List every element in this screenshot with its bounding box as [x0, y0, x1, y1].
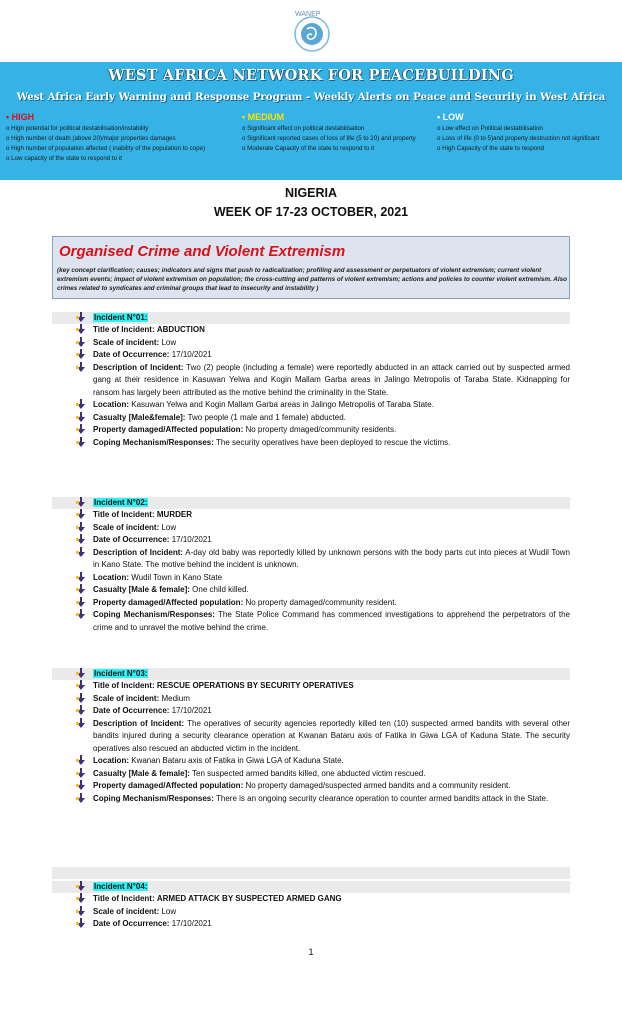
incident-property: No property dmaged/community residents.: [245, 425, 397, 434]
arrow-bullet-icon: [76, 312, 86, 323]
field-label: Title of Incident:: [93, 325, 155, 334]
header-banner: [0, 62, 622, 180]
arrow-bullet-icon: [76, 906, 86, 917]
field-label: Description of Incident:: [93, 362, 184, 372]
page-number: 1: [308, 947, 314, 957]
arrow-bullet-icon: [76, 793, 86, 804]
banner-title: WEST AFRICA NETWORK FOR PEACEBUILDING: [108, 67, 514, 84]
field-label: Scale of incident:: [93, 693, 160, 703]
field-label: Date of Occurrence:: [93, 919, 170, 928]
field-label: Property damaged/Affected population:: [93, 597, 244, 607]
level-high-item: o High potential for political destabilisation/instability: [6, 125, 149, 132]
level-low-item: o Low effect on Political destabilisation: [437, 125, 543, 132]
incident-location: Wudil Town in Kano State: [131, 572, 223, 582]
incident-scale: Low: [161, 522, 177, 532]
arrow-bullet-icon: [76, 584, 86, 595]
level-low-item: o Loss of life (0 to 5)and property destruction not significant: [437, 135, 600, 142]
arrow-bullet-icon: [76, 718, 86, 729]
incident-coping: The security operatives have been deployed to rescue the victims.: [216, 437, 451, 447]
field-label: Location:: [93, 400, 129, 409]
field-label: Scale of incident:: [93, 337, 160, 347]
level-high-label: • HIGH: [6, 112, 35, 122]
level-medium-label: • MEDIUM: [242, 112, 285, 122]
incident-scale: Medium: [161, 693, 190, 703]
level-high-item: o High number of death (above 20)/major properties damages: [6, 135, 176, 142]
arrow-bullet-icon: [76, 349, 86, 360]
incident-2: [52, 497, 570, 634]
arrow-bullet-icon: [76, 509, 86, 520]
incident-coping: The State Police Command has commenced investigations to apprehend the perpetrators of the crime and to unravel the motive behind the crime.: [93, 610, 571, 632]
field-label: Description of Incident:: [93, 547, 184, 557]
incident-date: 17/10/2021: [171, 350, 212, 359]
incident-1: [52, 312, 570, 449]
field-label: Description of Incident:: [93, 718, 185, 728]
field-label: Date of Occurrence:: [93, 706, 170, 715]
section-header: [52, 236, 570, 299]
incident-description: The operatives of security agencies reportedly killed ten (10) suspected armed bandits with several other bandits injured during a security clearance operation at Kwanan Bataru axis of Fatika in Giwa LGA of Kaduna State. The security operatives also rescued an abducted victim in the incident.: [93, 718, 571, 753]
incident-number: Incident N°02:: [94, 498, 148, 507]
level-medium-item: o Moderate Capacity of the state to respond to it: [242, 145, 375, 152]
incident-scale: Low: [161, 906, 177, 916]
arrow-bullet-icon: [76, 337, 86, 348]
field-label: Property damaged/Affected population:: [93, 781, 244, 790]
incident-4: [52, 881, 570, 931]
incident-property: No property damaged/suspected armed bandits and a community resident.: [245, 781, 511, 790]
field-label: Casualty [Male & female]:: [93, 585, 190, 594]
level-low-label: • LOW: [437, 112, 464, 122]
field-label: Location:: [93, 572, 129, 582]
incident-casualty: Ten suspected armed bandits killed, one abducted victim rescued.: [192, 768, 426, 778]
field-label: Casualty [Male&female]:: [93, 412, 186, 422]
field-label: Casualty [Male & female]:: [93, 768, 190, 778]
incident-date: 17/10/2021: [171, 706, 212, 715]
arrow-bullet-icon: [76, 680, 86, 691]
field-label: Scale of incident:: [93, 906, 160, 916]
level-medium-item: o Significant effect on political destabilisation: [242, 125, 365, 132]
section-title: Organised Crime and Violent Extremism: [59, 243, 346, 260]
arrow-bullet-icon: [76, 668, 86, 679]
arrow-bullet-icon: [76, 572, 86, 583]
field-label: Title of Incident:: [93, 510, 155, 519]
incident-title: ABDUCTION: [156, 325, 205, 334]
incident-description: A-day old baby was reportedly killed by unknown persons with the body parts cut into pieces at Wudil Town in Kano State. The motive behind the incident is unknown.: [93, 547, 570, 569]
arrow-bullet-icon: [76, 424, 86, 435]
arrow-bullet-icon: [76, 399, 86, 410]
incident-casualty: Two people (1 male and 1 female) abducted.: [187, 412, 346, 422]
incident-title: RESCUE OPERATIONS BY SECURITY OPERATIVES: [156, 681, 354, 690]
incident-3: [52, 668, 570, 805]
field-label: Coping Mechanism/Responses:: [93, 437, 214, 447]
incident-date: 17/10/2021: [171, 535, 212, 544]
incident-number: Incident N°04:: [94, 882, 148, 891]
field-label: Property damaged/Affected population:: [93, 425, 244, 434]
section-note: (key concept clarification; causes; indicators and signs that push to radicalization; profiling and assessment or perpetuators of violent extremism; current violent extremism events; impact of violent extremism on population; the cross-cutting and patterns of violent extremism; actions and policies to counter violent extremism. Also crimes related to syndicates and criminal groups that lead to insecurity and instability ): [57, 267, 567, 292]
arrow-bullet-icon: [76, 362, 86, 373]
arrow-bullet-icon: [76, 597, 86, 608]
field-label: Scale of incident:: [93, 522, 160, 532]
arrow-bullet-icon: [76, 412, 86, 423]
arrow-bullet-icon: [76, 547, 86, 558]
incident-property: No property damaged/community resident.: [245, 597, 397, 607]
incident-description: Two (2) people (including a female) were reportedly abducted in an attack carried out by suspected armed gang at their residence in Kasuwan Yelwa and Kogin Mallam Garba areas in Jalingo Metropolis of Taraba State. Kidnapping for ransom has largely been attributed as the motive behind the criminality in the State.: [93, 362, 571, 397]
arrow-bullet-icon: [76, 324, 86, 335]
level-low-item: o High Capacity of the state to respond: [437, 145, 544, 152]
incident-location: Kasuwan Yelwa and Kogin Mallam Garba areas in Jalingo Metropolis of Taraba State.: [131, 400, 434, 409]
incident-title: MURDER: [156, 510, 192, 519]
arrow-bullet-icon: [76, 497, 86, 508]
field-label: Coping Mechanism/Responses:: [93, 793, 214, 803]
incident-number: Incident N°03:: [94, 669, 148, 678]
arrow-bullet-icon: [76, 693, 86, 704]
level-medium: [242, 112, 436, 154]
level-high-item: o High number of population affected ( inability of the population to cope): [6, 145, 206, 152]
incident-number: Incident N°01:: [94, 313, 148, 322]
field-label: Title of Incident:: [93, 681, 155, 690]
arrow-bullet-icon: [76, 609, 86, 620]
level-high-item: o Low capacity of the state to respond to it: [6, 155, 122, 162]
level-low: [437, 112, 619, 154]
field-label: Date of Occurrence:: [93, 535, 170, 544]
arrow-bullet-icon: [76, 705, 86, 716]
level-medium-item: o Significant reported cases of loss of life (5 to 20) and property: [242, 135, 416, 142]
field-label: Title of Incident:: [93, 894, 155, 903]
wanep-logo: [283, 4, 341, 60]
field-label: Date of Occurrence:: [93, 350, 170, 359]
incident-coping: There is an ongoing security clearance operation to counter armed bandits attack in the State.: [216, 793, 549, 803]
level-high: [6, 112, 238, 164]
incident-casualty: One child killed.: [192, 585, 249, 594]
arrow-bullet-icon: [76, 522, 86, 533]
arrow-bullet-icon: [76, 893, 86, 904]
arrow-bullet-icon: [76, 437, 86, 448]
separator-band: [52, 867, 570, 879]
arrow-bullet-icon: [76, 534, 86, 545]
arrow-bullet-icon: [76, 881, 86, 892]
incident-location: Kwanan Bataru axis of Fatika in Giwa LGA of Kaduna State.: [131, 756, 344, 765]
incident-title: ARMED ATTACK BY SUSPECTED ARMED GANG: [156, 894, 342, 903]
logo-letters: WANEP: [295, 11, 321, 18]
field-label: Coping Mechanism/Responses:: [93, 610, 215, 619]
country-title: NIGERIA: [284, 186, 338, 200]
week-title: WEEK OF 17-23 OCTOBER, 2021: [213, 205, 409, 219]
incident-date: 17/10/2021: [171, 919, 212, 928]
arrow-bullet-icon: [76, 755, 86, 766]
arrow-bullet-icon: [76, 768, 86, 779]
arrow-bullet-icon: [76, 780, 86, 791]
field-label: Location:: [93, 756, 129, 765]
arrow-bullet-icon: [76, 918, 86, 929]
banner-subtitle: West Africa Early Warning and Response Program - Weekly Alerts on Peace and Security in West Africa: [16, 91, 606, 103]
incident-scale: Low: [161, 337, 177, 347]
